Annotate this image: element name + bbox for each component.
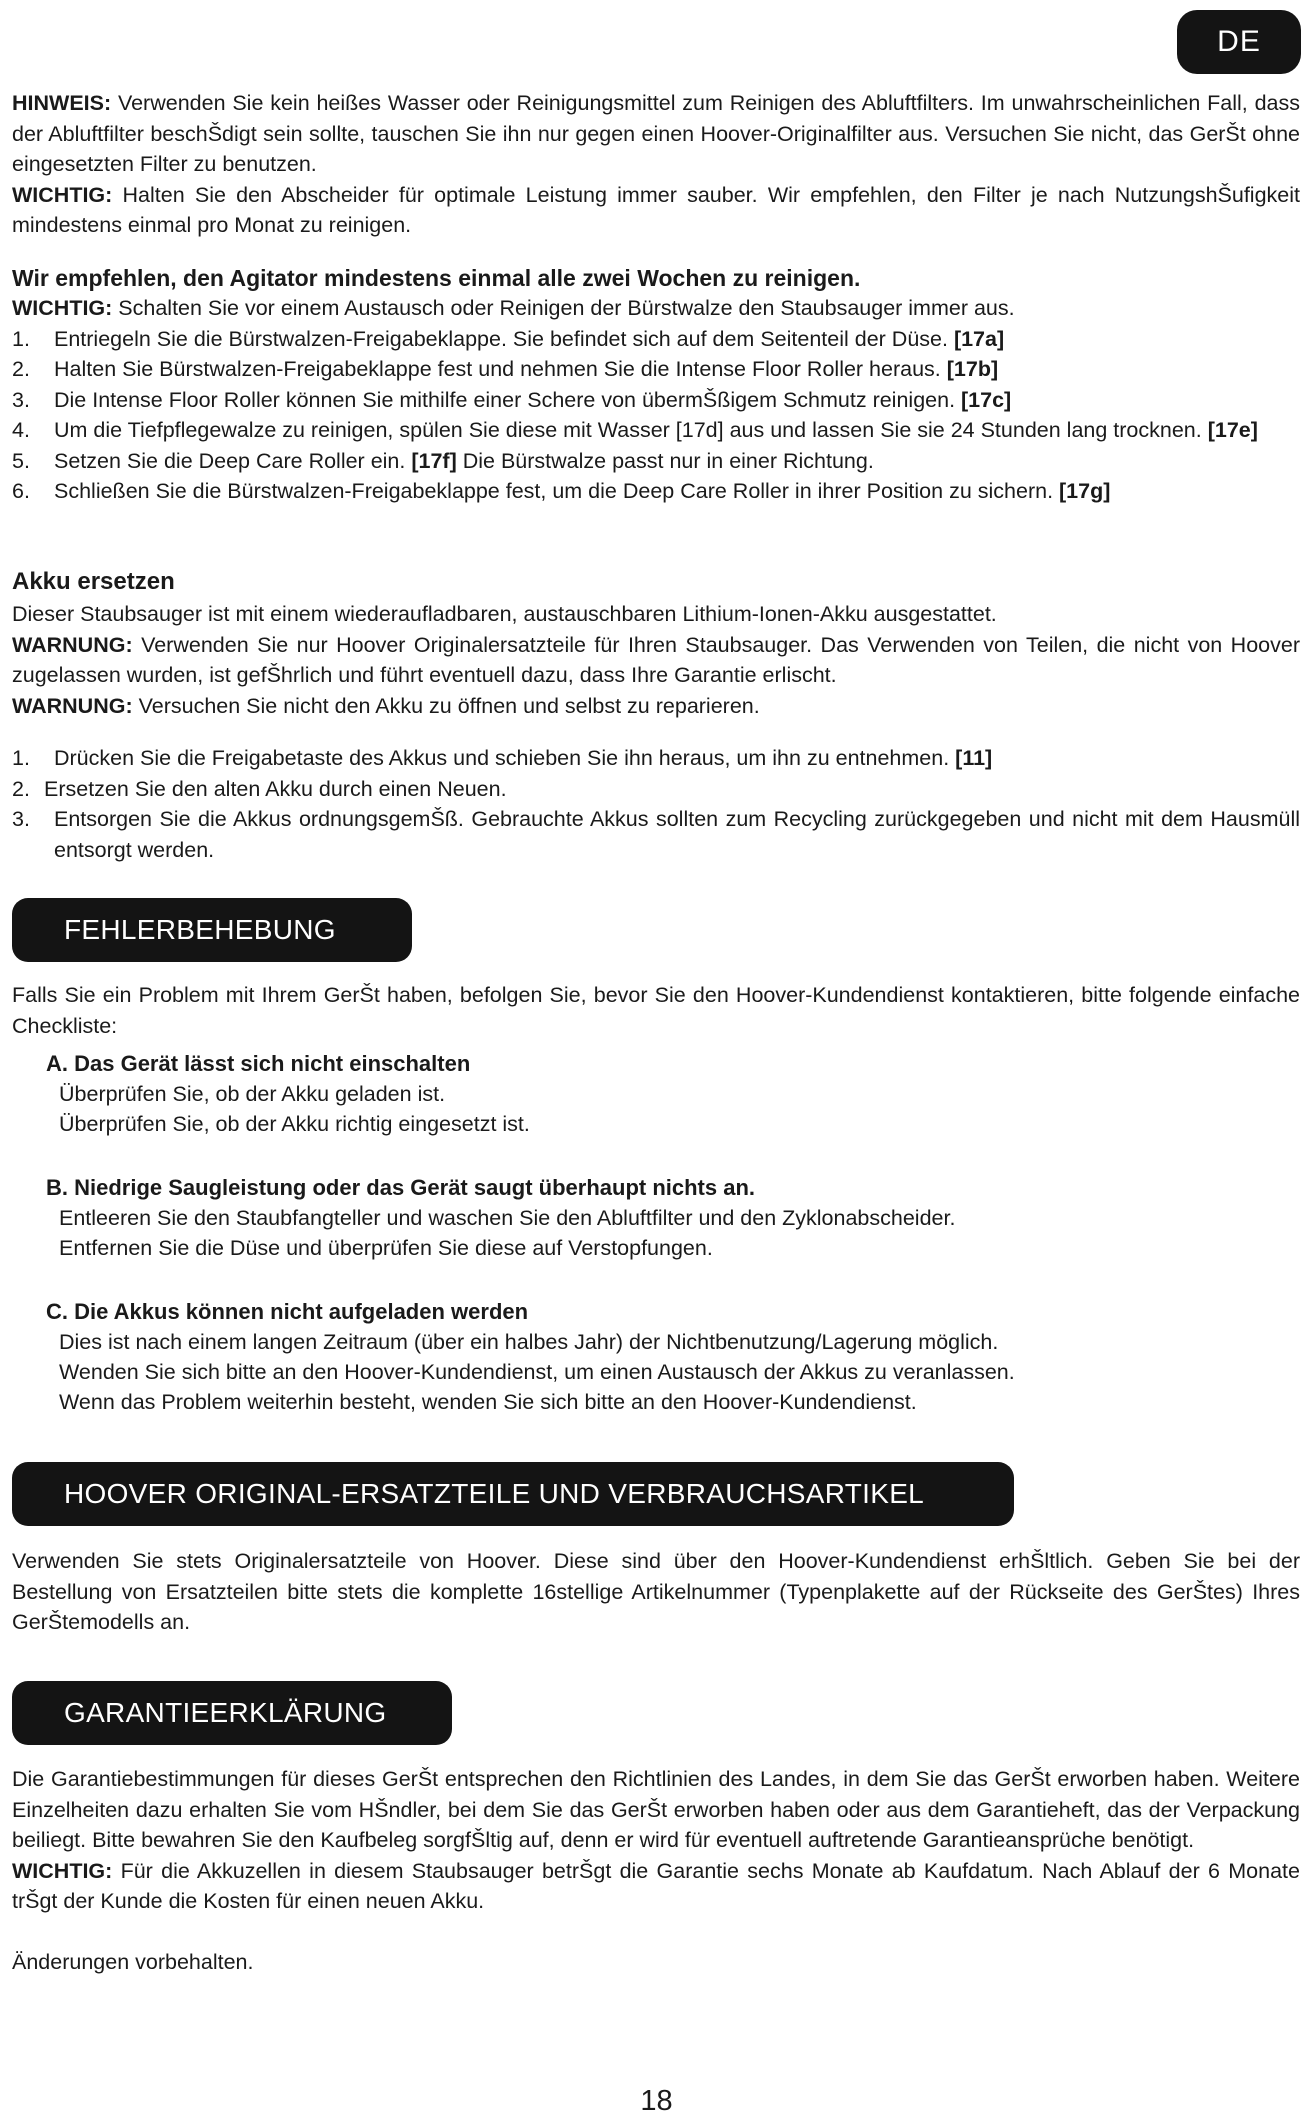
step-number: 1. — [12, 746, 30, 770]
step-text: Schließen Sie die Bürstwalzen-Freigabeklappe fest, um die Deep Care Roller in ihrer Position zu sichern. — [54, 479, 1060, 503]
agitator-steps — [12, 324, 1300, 507]
step-text: Entriegeln Sie die Bürstwalzen-Freigabeklappe. Sie befindet sich auf dem Seitenteil der Düse. — [54, 326, 954, 351]
step-ref: [17g] — [1059, 479, 1111, 503]
warning-text: Verwenden Sie nur Hoover Originalersatzteile für Ihren Staubsauger. Das Verwenden von Teilen, die nicht von Hoover zugelassen wurden, ist gefŠhrlich und führt eventuell dazu, dass Ihre Garantie erlischt. — [12, 632, 1300, 687]
warranty-section — [12, 1764, 1300, 1977]
hinweis-paragraph — [12, 88, 1300, 180]
battery-warning-1 — [12, 630, 1300, 691]
wichtig-label: WICHTIG: — [12, 1858, 113, 1883]
issue-line: Entleeren Sie den Staubfangteller und waschen Sie den Abluftfilter und den Zyklonabscheider. — [59, 1206, 956, 1230]
hinweis-label: HINWEIS: — [12, 91, 112, 115]
troubleshooting-banner: FEHLERBEHEBUNG — [12, 898, 412, 962]
step-number: 2. — [12, 776, 30, 801]
agitator-step — [12, 324, 1300, 355]
step-number: 2. — [12, 357, 30, 381]
step-text: Entsorgen Sie die Akkus ordnungsgemŠß. Gebrauchte Akkus sollten zum Recycling zurückgegeben und nicht mit dem Hausmüll entsorgt werden. — [54, 807, 1300, 862]
battery-steps — [12, 743, 1300, 865]
issue-line: Entfernen Sie die Düse und überprüfen Sie diese auf Verstopfungen. — [59, 1236, 713, 1260]
step-ref: [17e] — [1207, 418, 1258, 442]
wichtig-text: Halten Sie den Abscheider für optimale Leistung immer sauber. Wir empfehlen, den Filter je nach NutzungshŠufigkeit mindestens einmal pro Monat zu reinigen. — [12, 182, 1300, 237]
step-ref: [17c] — [961, 387, 1012, 412]
step-number: 3. — [12, 807, 30, 831]
warning-label: WARNUNG: — [12, 693, 133, 718]
issue-title: A. Das Gerät lässt sich nicht einschalten — [46, 1051, 471, 1076]
step-number: 6. — [12, 479, 30, 503]
step-number: 3. — [12, 387, 30, 412]
step-number: 5. — [12, 448, 30, 473]
issue-line: Wenn das Problem weiterhin besteht, wenden Sie sich bitte an den Hoover-Kundendienst. — [59, 1390, 917, 1414]
step-text: Die Intense Floor Roller können Sie mithilfe einer Schere von übermŠßigem Schmutz reinigen. — [54, 387, 962, 412]
step-ref: [17a] — [953, 326, 1005, 351]
battery-step — [12, 743, 1300, 774]
warranty-wichtig — [12, 1856, 1300, 1917]
issue-title: B. Niedrige Saugleistung oder das Gerät saugt überhaupt nichts an. — [46, 1175, 756, 1200]
battery-section — [12, 565, 1300, 865]
hinweis-text: Verwenden Sie kein heißes Wasser oder Reinigungsmittel zum Reinigen des Abluftfilters. Im unwahrscheinlichen Fall, dass der Abluftfilter beschŠdigt sein sollte, tauschen Sie ihn nur gegen einen Hoover-Originalfilter aus. Versuchen Sie nicht, das GerŠt ohne eingesetzten Filter zu benutzen. — [12, 91, 1300, 176]
wichtig-label: WICHTIG: — [12, 182, 113, 207]
agitator-step — [12, 476, 1300, 507]
warning-text: Versuchen Sie nicht den Akku zu öffnen und selbst zu reparieren. — [132, 693, 760, 718]
wichtig-text: Für die Akkuzellen in diesem Staubsauger betrŠgt die Garantie sechs Monate ab Kaufdatum. Nach Ablauf der 6 Monate trŠgt der Kunde die Kosten für einen neuen Akku. — [12, 1858, 1300, 1913]
step-text: Setzen Sie die Deep Care Roller ein. — [54, 448, 412, 473]
step-text: Halten Sie Bürstwalzen-Freigabeklappe fest und nehmen Sie die Intense Floor Roller heraus. — [54, 357, 947, 381]
step-ref: [17f] — [411, 448, 457, 473]
warranty-footnote: Änderungen vorbehalten. — [12, 1949, 254, 1974]
step-text: Drücken Sie die Freigabetaste des Akkus und schieben Sie ihn heraus, um ihn zu entnehmen. — [54, 746, 956, 770]
issue-c — [12, 1297, 1300, 1417]
step-number: 1. — [12, 326, 30, 351]
spare-parts-banner: HOOVER ORIGINAL-ERSATZTEILE UND VERBRAUCHSARTIKEL — [12, 1462, 1014, 1526]
battery-heading: Akku ersetzen — [12, 568, 175, 595]
warning-label: WARNUNG: — [12, 632, 133, 657]
spare-parts-text: Verwenden Sie stets Originalersatzteile von Hoover. Diese sind über den Hoover-Kundendienst erhŠltlich. Geben Sie bei der Bestellung von Ersatzteilen bitte stets die komplette 16stellige Artikelnummer (Typenplakette auf der Rückseite des GerŠtes) Ihres GerŠtemodells an. — [12, 1549, 1300, 1634]
warranty-banner: GARANTIEERKLÄRUNG — [12, 1681, 452, 1745]
issue-line: Wenden Sie sich bitte an den Hoover-Kundendienst, um einen Austausch der Akkus zu veranlassen. — [59, 1360, 1015, 1384]
step-number: 4. — [12, 418, 30, 442]
step-text: Ersetzen Sie den alten Akku durch einen Neuen. — [44, 776, 507, 801]
step-ref: [17b] — [946, 357, 999, 381]
agitator-step — [12, 354, 1300, 385]
warranty-text: Die Garantiebestimmungen für dieses GerŠt entsprechen den Richtlinien des Landes, in dem Sie das GerŠt erworben haben. Weitere Einzelheiten dazu erhalten Sie vom HŠndler, bei dem Sie das GerŠt erworben haben oder aus dem Garantieheft, das der Verpackung beiliegt. Bitte bewahren Sie den Kaufbeleg sorgfŠltig auf, denn er wird für eventuell auftretende Garantieansprüche benötigt. — [12, 1767, 1300, 1852]
issue-line: Überprüfen Sie, ob der Akku geladen ist. — [59, 1082, 446, 1106]
spare-parts-section — [12, 1546, 1300, 1638]
page-number: 18 — [640, 2085, 673, 2117]
troubleshooting-section — [12, 980, 1300, 1417]
troubleshooting-intro: Falls Sie ein Problem mit Ihrem GerŠt haben, befolgen Sie, bevor Sie den Hoover-Kundendienst kontaktieren, bitte folgende einfache Checkliste: — [12, 983, 1300, 1038]
issue-a — [12, 1049, 1300, 1139]
agitator-wichtig-text: Schalten Sie vor einem Austausch oder Reinigen der Bürstwalze den Staubsauger immer aus. — [112, 296, 1015, 320]
battery-step — [12, 804, 1300, 865]
agitator-step — [12, 415, 1300, 446]
step-tail: Die Bürstwalze passt nur in einer Richtung. — [456, 448, 874, 473]
battery-warning-2 — [12, 691, 1300, 722]
issue-b — [12, 1173, 1300, 1263]
issue-title: C. Die Akkus können nicht aufgeladen werden — [46, 1299, 529, 1324]
filter-note — [12, 88, 1300, 241]
language-badge: DE — [1177, 10, 1301, 74]
battery-intro: Dieser Staubsauger ist mit einem wiederaufladbaren, austauschbaren Lithium-Ionen-Akku ausgestattet. — [12, 602, 997, 626]
agitator-heading: Wir empfehlen, den Agitator mindestens einmal alle zwei Wochen zu reinigen. — [12, 265, 861, 291]
agitator-step — [12, 446, 1300, 477]
agitator-step — [12, 385, 1300, 416]
agitator-wichtig-label: WICHTIG: — [12, 296, 113, 320]
battery-step — [12, 774, 1300, 805]
issue-line: Überprüfen Sie, ob der Akku richtig eingesetzt ist. — [59, 1112, 530, 1136]
agitator-section — [12, 263, 1300, 507]
step-ref: [11] — [955, 746, 993, 770]
agitator-wichtig — [12, 293, 1300, 324]
issue-line: Dies ist nach einem langen Zeitraum (über ein halbes Jahr) der Nichtbenutzung/Lagerung möglich. — [59, 1330, 999, 1354]
wichtig-paragraph — [12, 180, 1300, 241]
step-text: Um die Tiefpflegewalze zu reinigen, spülen Sie diese mit Wasser [17d] aus und lassen Sie sie 24 Stunden lang trocknen. — [54, 418, 1208, 442]
